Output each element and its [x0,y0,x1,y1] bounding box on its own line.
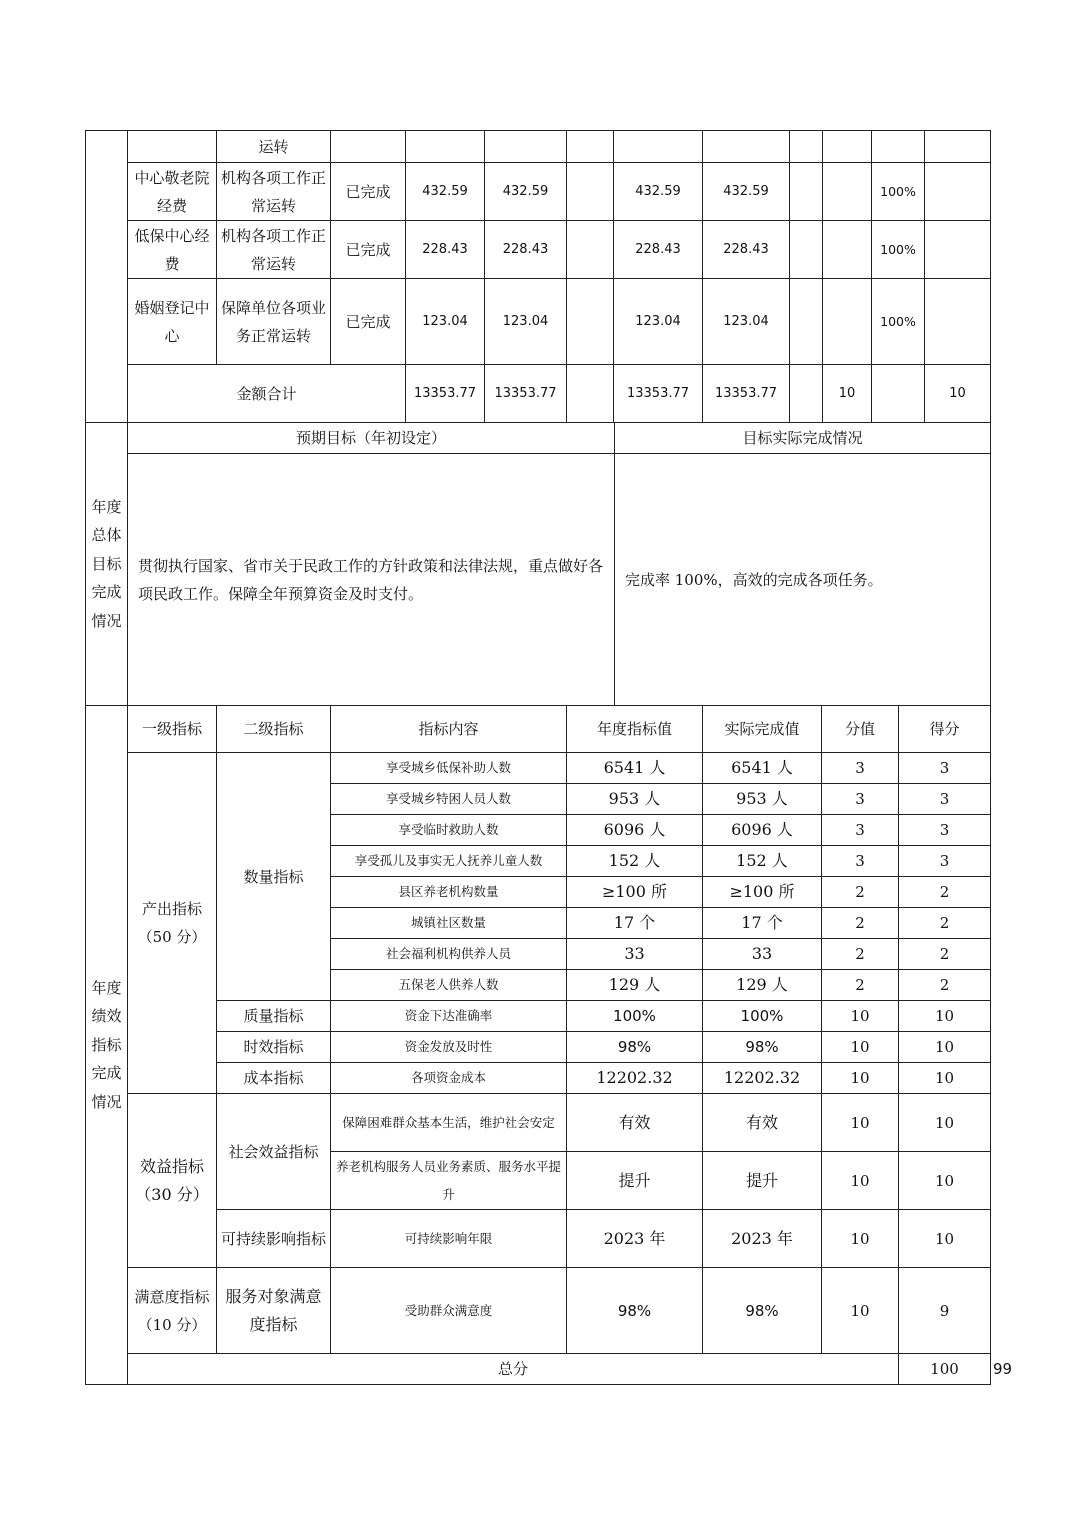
indicator-target: 100% [567,1001,703,1032]
indicator-target: 12202.32 [567,1063,703,1094]
indicator-weight: 3 [822,846,899,877]
indicator-target: 129 人 [567,970,703,1001]
indicator-score: 3 [899,784,991,815]
indicator-content: 资金下达准确率 [331,1001,567,1032]
indicator-actual: 33 [703,939,822,970]
budget-section-label [86,131,128,423]
row-value: 228.43 [614,221,703,279]
indicator-target: 33 [567,939,703,970]
sustain-indicator-label: 可持续影响指标 [217,1210,331,1268]
indicator-actual: 17 个 [703,908,822,939]
indicator-score: 3 [899,846,991,877]
indicator-score: 10 [899,1032,991,1063]
indicator-content: 享受临时救助人数 [331,815,567,846]
header-content: 指标内容 [331,706,567,753]
budget-total-row [86,365,991,423]
indicator-weight: 3 [822,784,899,815]
total-value: 13353.77 [485,365,567,423]
row-value: 123.04 [703,279,790,365]
indicator-actual: 6096 人 [703,815,822,846]
row-value: 123.04 [406,279,485,365]
row-status: 已完成 [331,279,406,365]
header-weight: 分值 [822,706,899,753]
social-benefit-label: 社会效益指标 [217,1094,331,1210]
row-name: 低保中心经费 [128,221,217,279]
cost-indicator-label: 成本指标 [217,1063,331,1094]
indicator-target: 6096 人 [567,815,703,846]
row-purpose: 机构各项工作正常运转 [217,221,331,279]
indicator-score: 10 [899,1210,991,1268]
performance-table [85,705,1013,1385]
total-weight: 10 [823,365,872,423]
row-value: 228.43 [485,221,567,279]
row-value: 432.59 [485,163,567,221]
header-level2: 二级指标 [217,706,331,753]
indicator-row [86,753,991,784]
row-status: 已完成 [331,221,406,279]
row-rate: 100% [872,221,925,279]
indicator-weight: 10 [822,1001,899,1032]
indicator-row [86,1268,991,1354]
quantity-indicator-label: 数量指标 [217,753,331,1001]
indicator-row [86,1001,991,1032]
total-value: 13353.77 [406,365,485,423]
indicator-content: 保障困难群众基本生活，维护社会安定 [331,1094,567,1152]
row-value: 432.59 [614,163,703,221]
total-label: 金额合计 [128,365,406,423]
header-level1: 一级指标 [128,706,217,753]
indicator-weight: 2 [822,939,899,970]
indicator-target: 17 个 [567,908,703,939]
indicator-score: 3 [899,753,991,784]
indicator-actual: 98% [703,1032,822,1063]
indicator-score: 10 [899,1152,991,1210]
indicator-weight: 10 [822,1268,899,1354]
indicator-actual: 2023 年 [703,1210,822,1268]
indicator-target: 953 人 [567,784,703,815]
annual-goal-section-label: 年度总体目标完成情况 [86,423,128,706]
header-score: 得分 [899,706,991,753]
benefit-indicator-label: 效益指标（30 分） [128,1094,217,1268]
budget-table [85,130,991,423]
indicator-target: 提升 [567,1152,703,1210]
performance-section-label: 年度绩效指标完成情况 [86,706,128,1385]
row-value: 123.04 [485,279,567,365]
actual-goal-text: 完成率 100%，高效的完成各项任务。 [615,454,991,706]
total-score: 10 [925,365,991,423]
indicator-content: 城镇社区数量 [331,908,567,939]
indicator-weight: 10 [822,1094,899,1152]
indicator-row [86,1063,991,1094]
indicator-content: 享受城乡特困人员人数 [331,784,567,815]
budget-row [86,163,991,221]
indicator-score: 3 [899,815,991,846]
row-rate: 100% [872,163,925,221]
indicator-score: 2 [899,970,991,1001]
indicator-actual: 100% [703,1001,822,1032]
indicator-actual: 152 人 [703,846,822,877]
indicator-actual: 有效 [703,1094,822,1152]
indicator-content: 可持续影响年限 [331,1210,567,1268]
row-purpose: 保障单位各项业务正常运转 [217,279,331,365]
indicator-score: 10 [899,1063,991,1094]
performance-report-page [85,130,1013,1385]
header-actual: 实际完成值 [703,706,822,753]
indicator-target: ≥100 所 [567,877,703,908]
indicator-weight: 3 [822,753,899,784]
indicator-weight: 10 [822,1210,899,1268]
indicator-actual: 6541 人 [703,753,822,784]
annual-goal-table [85,422,991,706]
total-value: 13353.77 [614,365,703,423]
total-value: 13353.77 [703,365,790,423]
indicator-score: 10 [899,1001,991,1032]
indicator-weight: 10 [822,1063,899,1094]
indicator-content: 社会福利机构供养人员 [331,939,567,970]
indicator-target: 98% [567,1032,703,1063]
indicator-weight: 2 [822,908,899,939]
indicator-row [86,1094,991,1152]
budget-row [86,221,991,279]
indicator-target: 2023 年 [567,1210,703,1268]
row-value: 228.43 [406,221,485,279]
indicator-actual: ≥100 所 [703,877,822,908]
grand-total-label: 总分 [128,1354,899,1385]
indicator-weight: 10 [822,1152,899,1210]
header-target: 年度指标值 [567,706,703,753]
row-rate: 100% [872,279,925,365]
indicator-weight: 2 [822,877,899,908]
budget-row [86,279,991,365]
output-indicator-label: 产出指标（50 分） [128,753,217,1094]
indicator-content: 享受城乡低保补助人数 [331,753,567,784]
indicator-score: 9 [899,1268,991,1354]
indicator-actual: 提升 [703,1152,822,1210]
grand-total-row: 总分 100 99 [86,1354,991,1385]
indicator-score: 2 [899,908,991,939]
indicator-row [86,1032,991,1063]
row-name: 婚姻登记中心 [128,279,217,365]
indicator-score: 10 [899,1094,991,1152]
indicator-content: 受助群众满意度 [331,1268,567,1354]
performance-header-row [86,706,991,753]
indicator-actual: 98% [703,1268,822,1354]
indicator-actual: 953 人 [703,784,822,815]
expected-goal-header: 预期目标（年初设定） [128,423,615,454]
row-status: 已完成 [331,163,406,221]
quality-indicator-label: 质量指标 [217,1001,331,1032]
indicator-actual: 129 人 [703,970,822,1001]
indicator-weight: 3 [822,815,899,846]
indicator-target: 6541 人 [567,753,703,784]
indicator-score: 2 [899,877,991,908]
grand-total-weight: 100 [899,1354,991,1385]
row-value: 432.59 [703,163,790,221]
indicator-content: 养老机构服务人员业务素质、服务水平提升 [331,1152,567,1210]
row-name: 中心敬老院经费 [128,163,217,221]
indicator-content: 各项资金成本 [331,1063,567,1094]
row-purpose: 运转 [217,131,331,163]
indicator-score: 2 [899,939,991,970]
timeliness-indicator-label: 时效指标 [217,1032,331,1063]
row-value: 123.04 [614,279,703,365]
row-value: 228.43 [703,221,790,279]
indicator-content: 资金发放及时性 [331,1032,567,1063]
indicator-weight: 2 [822,970,899,1001]
row-value: 432.59 [406,163,485,221]
satisfaction-sub-label: 服务对象满意度指标 [217,1268,331,1354]
satisfaction-indicator-label: 满意度指标（10 分） [128,1268,217,1354]
indicator-weight: 10 [822,1032,899,1063]
indicator-content: 县区养老机构数量 [331,877,567,908]
indicator-row [86,1210,991,1268]
indicator-content: 五保老人供养人数 [331,970,567,1001]
indicator-content: 享受孤儿及事实无人抚养儿童人数 [331,846,567,877]
indicator-target: 有效 [567,1094,703,1152]
indicator-actual: 12202.32 [703,1063,822,1094]
indicator-target: 98% [567,1268,703,1354]
row-purpose: 机构各项工作正常运转 [217,163,331,221]
indicator-target: 152 人 [567,846,703,877]
actual-goal-header: 目标实际完成情况 [615,423,991,454]
expected-goal-text: 贯彻执行国家、省市关于民政工作的方针政策和法律法规，重点做好各项民政工作。保障全年预算资金及时支付。 [128,454,615,706]
